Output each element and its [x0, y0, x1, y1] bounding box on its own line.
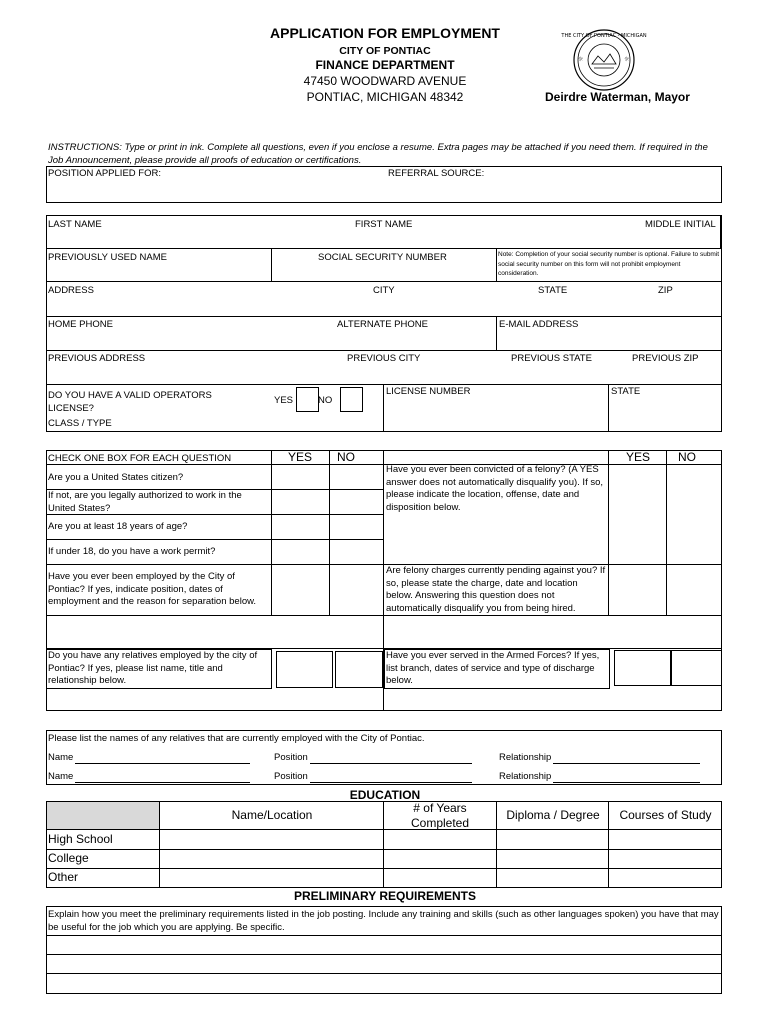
email-field[interactable]: E-MAIL ADDRESS — [499, 319, 579, 330]
svg-text:☼: ☼ — [624, 56, 630, 63]
question-employed-before: Have you ever been employed by the City of Pontiac? If yes, indicate position, dates of employment and the reason for separation below. — [48, 571, 257, 607]
education-col-courses: Courses of Study — [619, 808, 712, 822]
license-no-checkbox[interactable] — [340, 387, 363, 412]
yes-col-header-right: YES — [626, 450, 651, 464]
question-age18: Are you at least 18 years of age? — [48, 521, 188, 532]
education-col-name: Name/Location — [231, 808, 313, 822]
education-row-college: College — [48, 851, 89, 865]
mayor-name: Deirdre Waterman, Mayor — [545, 90, 690, 104]
license-no-label: NO — [318, 395, 333, 406]
class-type-field[interactable]: CLASS / TYPE — [48, 418, 112, 429]
armed-forces-no-checkbox[interactable] — [671, 650, 722, 686]
question-felony: Have you ever been convicted of a felony? (A YES answer does not automatically disqualify you). If so, please indicate the location, offense, date and disposition below. — [386, 464, 604, 513]
home-phone-field[interactable]: HOME PHONE — [48, 319, 113, 330]
education-title: EDUCATION — [349, 788, 421, 802]
armed-forces-question-box — [384, 649, 610, 689]
previous-address-field[interactable]: PREVIOUS ADDRESS — [48, 353, 146, 364]
previous-zip-field[interactable]: PREVIOUS ZIP — [632, 353, 699, 364]
relative-relationship-label-2: Relationship — [499, 771, 552, 782]
relatives-yes-checkbox[interactable] — [276, 651, 333, 688]
instructions: INSTRUCTIONS: Type or print in ink. Complete all questions, even if you enclose a resume. Extra pages may be attached if you need them. If required in the Job Announcement, please provide all proofs of education or certifications. — [48, 142, 708, 166]
license-yes-checkbox[interactable] — [296, 387, 319, 412]
relative-position-label-2: Position — [274, 771, 308, 782]
preliminary-title: PRELIMINARY REQUIREMENTS — [293, 889, 476, 903]
relative-name-label-2: Name — [48, 771, 74, 782]
license-question: DO YOU HAVE A VALID OPERATORS LICENSE? — [48, 390, 212, 414]
relative-name-label-1: Name — [48, 752, 74, 763]
form-title: APPLICATION FOR EMPLOYMENT — [270, 25, 500, 41]
zip-field[interactable]: ZIP — [658, 285, 673, 296]
relative-position-label-1: Position — [274, 752, 308, 763]
license-yes-label: YES — [274, 395, 294, 406]
education-row-other: Other — [48, 870, 79, 884]
previous-city-field[interactable]: PREVIOUS CITY — [347, 353, 421, 364]
city-state-zip: PONTIAC, MICHIGAN 48342 — [306, 90, 464, 104]
last-name-field[interactable]: LAST NAME — [48, 219, 102, 230]
question-relatives: Do you have any relatives employed by the city of Pontiac? If yes, please list name, title and relationship below. — [48, 650, 258, 686]
license-number-field[interactable]: LICENSE NUMBER — [386, 386, 471, 397]
referral-source-label[interactable]: REFERRAL SOURCE: — [388, 168, 485, 179]
no-col-header-right: NO — [678, 450, 696, 464]
no-col-header-left: NO — [337, 450, 355, 464]
question-authorized: If not, are you legally authorized to work in the United States? — [48, 490, 242, 514]
relatives-no-checkbox[interactable] — [335, 651, 383, 688]
address-field[interactable]: ADDRESS — [48, 285, 94, 296]
preliminary-text: Explain how you meet the preliminary requirements listed in the job posting. Include any training and skills (such as other languages spoken) you have that may be useful for the job which you are applying. Be specific. — [48, 909, 719, 933]
alternate-phone-field[interactable]: ALTERNATE PHONE — [337, 319, 428, 330]
education-header-shade — [47, 802, 159, 829]
first-name-field[interactable]: FIRST NAME — [355, 219, 413, 230]
middle-initial-field[interactable]: MIDDLE INITIAL — [645, 219, 716, 230]
svg-text:☼: ☼ — [578, 56, 584, 63]
seal-text: THE CITY OF PONTIAC - MICHIGAN — [561, 33, 647, 39]
education-row-highschool: High School — [48, 832, 113, 846]
previous-name-field[interactable]: PREVIOUSLY USED NAME — [48, 252, 167, 263]
ssn-note: Note: Completion of your social security number is optional. Failure to submit social security number on this form will not prohibit employment consideration. — [498, 251, 720, 277]
question-armed-forces: Have you ever served in the Armed Forces? If yes, list branch, dates of service and type of discharge below. — [386, 650, 600, 686]
question-permit: If under 18, do you have a work permit? — [48, 546, 216, 557]
previous-state-field[interactable]: PREVIOUS STATE — [511, 353, 592, 364]
yes-col-header-left: YES — [288, 450, 313, 464]
state-field[interactable]: STATE — [538, 285, 568, 296]
city-name: CITY OF PONTIAC — [339, 45, 431, 57]
city-field[interactable]: CITY — [373, 285, 395, 296]
armed-forces-yes-checkbox[interactable] — [614, 650, 671, 686]
city-seal-icon — [561, 28, 647, 92]
relatives-question-box — [46, 649, 272, 689]
question-felony-pending: Are felony charges currently pending against you? If so, please state the charge, date and location below. Answering this question does not automatically disqualify you from being hired. — [386, 565, 606, 614]
license-state-field[interactable]: STATE — [611, 386, 641, 397]
questions-header: CHECK ONE BOX FOR EACH QUESTION — [48, 453, 232, 464]
relatives-intro: Please list the names of any relatives that are currently employed with the City of Pontiac. — [48, 733, 425, 744]
education-col-years: # of Years Completed — [410, 801, 470, 830]
ssn-field[interactable]: SOCIAL SECURITY NUMBER — [318, 252, 447, 263]
position-applied-label[interactable]: POSITION APPLIED FOR: — [48, 168, 161, 179]
street-address: 47450 WOODWARD AVENUE — [303, 74, 467, 88]
question-citizen: Are you a United States citizen? — [48, 472, 184, 483]
department-name: FINANCE DEPARTMENT — [315, 58, 455, 72]
education-col-diploma: Diploma / Degree — [506, 808, 600, 822]
relative-relationship-label-1: Relationship — [499, 752, 552, 763]
